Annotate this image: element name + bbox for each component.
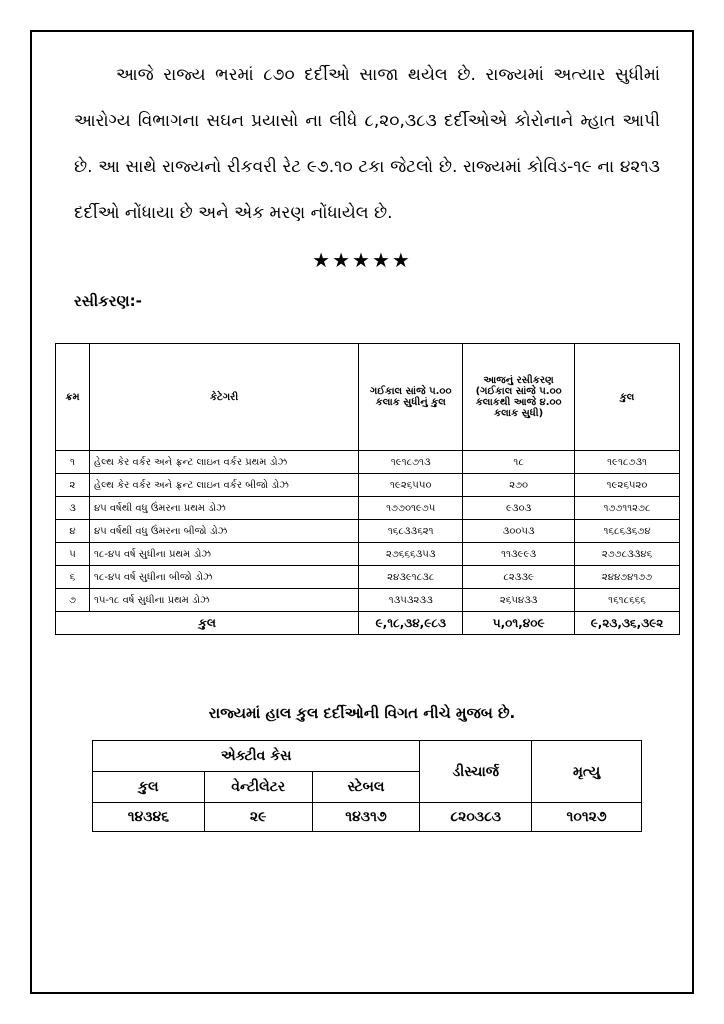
table-row: [56, 497, 680, 520]
row-sr: ૧: [56, 451, 90, 474]
row-till-yesterday: ૧૯૧૮૭૧૩: [359, 451, 463, 474]
row-category: હેલ્થ કેર વર્કર અને ફ્રન્ટ લાઇન વર્કર પ્રથમ ડોઝ: [89, 451, 358, 474]
vaccination-table: [55, 343, 680, 635]
vaccination-heading: રસીકરણ:-: [74, 292, 142, 310]
header-discharge: ડીસ્ચાર્જ: [420, 741, 532, 803]
total-total: ૯,૨૩,૩૬,૩૯૨: [575, 612, 680, 635]
row-sr: ૬: [56, 566, 90, 589]
row-total: ૧૯૧૮૭૩૧: [575, 451, 680, 474]
row-today: ૩૦૦૫૩: [463, 520, 575, 543]
row-category: હેલ્થ કેર વર્કર અને ફ્રન્ટ લાઇન વર્કર બીજો ડોઝ: [89, 474, 358, 497]
row-sr: ૫: [56, 543, 90, 566]
header-death: મૃત્યુ: [532, 741, 642, 803]
row-total: ૧૭૭૧૧૨૭૮: [575, 497, 680, 520]
header-stable: સ્ટેબલ: [312, 772, 420, 803]
row-today: ૧૧૩૯૯૩: [463, 543, 575, 566]
row-total: ૧૬૧૮૬૬૬: [575, 589, 680, 612]
row-till-yesterday: ૧૬૮૩૩૬૨૧: [359, 520, 463, 543]
row-sr: ૩: [56, 497, 90, 520]
row-category: ૪૫ વર્ષથી વધુ ઉંમરના પ્રથમ ડોઝ: [89, 497, 358, 520]
value-death: ૧૦૧૨૭: [532, 803, 642, 832]
row-total: ૨૪૪૭૪૧૭૭: [575, 566, 680, 589]
header-sr: ક્રમ: [56, 344, 90, 451]
row-category: ૧૮-૪૫ વર્ષ સુધીના બીજો ડોઝ: [89, 566, 358, 589]
table-row: [56, 474, 680, 497]
value-ventilator: ૨૯: [204, 803, 312, 832]
row-till-yesterday: ૨૭૬૬૬૩૫૩: [359, 543, 463, 566]
value-discharge: ૮૨૦૩૮૩: [420, 803, 532, 832]
row-today: ૨૬૫૪૩૩: [463, 589, 575, 612]
row-till-yesterday: ૨૪૩૯૧૮૩૮: [359, 566, 463, 589]
row-till-yesterday: ૧૩૫૩૨૩૩: [359, 589, 463, 612]
row-total: ૨૭૭૮૩૩૪૬: [575, 543, 680, 566]
header-total: કુલ: [575, 344, 680, 451]
row-total: ૧૬૮૬૩૬૭૪: [575, 520, 680, 543]
header-active-cases: એક્ટીવ કેસ: [93, 741, 420, 772]
cases-table: [92, 740, 642, 832]
row-today: ૨૭૦: [463, 474, 575, 497]
value-active-total: ૧૪૩૪૬: [93, 803, 205, 832]
row-till-yesterday: ૧૯૨૬૫૫૦: [359, 474, 463, 497]
table-row: [56, 451, 680, 474]
row-today: ૮૨૩૩૯: [463, 566, 575, 589]
table-row: [56, 566, 680, 589]
cases-values-row: [93, 803, 642, 832]
table-row: [56, 589, 680, 612]
row-category: ૧૮-૪૫ વર્ષ સુધીના પ્રથમ ડોઝ: [89, 543, 358, 566]
table-row: [56, 520, 680, 543]
header-active-total: કુલ: [93, 772, 205, 803]
cases-title: રાજ્યમાં હાલ કુલ દર્દીઓની વિગત નીચે મુજબ છે.: [208, 704, 516, 722]
vaccination-header-row: [56, 344, 680, 451]
row-category: ૪૫ વર્ષથી વધુ ઉંમરના બીજો ડોઝ: [89, 520, 358, 543]
row-sr: ૪: [56, 520, 90, 543]
separator-stars: ★★★★★: [312, 248, 412, 272]
row-category: ૧૫-૧૮ વર્ષ સુધીના પ્રથમ ડોઝ: [89, 589, 358, 612]
row-sr: ૭: [56, 589, 90, 612]
vaccination-total-row: [56, 612, 680, 635]
cases-header-row: [93, 741, 642, 772]
total-till-yesterday: ૯,૧૮,૩૪,૯૮૩: [359, 612, 463, 635]
header-today: આજનું રસીકરણ (ગઈકાલ સાંજે ૫.૦૦ કલાકથી આજે ૪.૦૦ કલાક સુધી): [463, 344, 575, 451]
summary-paragraph: આજે રાજ્ય ભરમાં ૮૭૦ દર્દીઓ સાજા થયેલ છે. રાજ્યમાં અત્યાર સુધીમાં આરોગ્ય વિભાગના સઘન પ્રયાસો ના લીધે ૮,૨૦,૩૮૩ દર્દીઓએ કોરોનાને મ્હાત આપી છે. આ સાથે રાજ્યનો રીકવરી રેટ ૯૭.૧૦ ટકા જેટલો છે. રાજ્યમાં કોવિડ-૧૯ ના ૪૨૧૩ દર્દીઓ નોંધાયા છે અને એક મરણ નોંધાયેલ છે.: [74, 65, 660, 223]
header-category: કેટેગરી: [89, 344, 358, 451]
row-today: ૧૮: [463, 451, 575, 474]
header-till-yesterday: ગઈકાલ સાંજે ૫.૦૦ કલાક સુધીનું કુલ: [359, 344, 463, 451]
value-stable: ૧૪૩૧૭: [312, 803, 420, 832]
total-today: ૫,૦૧,૪૦૯: [463, 612, 575, 635]
total-label: કુલ: [56, 612, 359, 635]
row-till-yesterday: ૧૭૭૦૧૯૭૫: [359, 497, 463, 520]
row-today: ૯૩૦૩: [463, 497, 575, 520]
row-total: ૧૯૨૬૫૨૦: [575, 474, 680, 497]
header-ventilator: વેન્ટીલેટર: [204, 772, 312, 803]
row-sr: ૨: [56, 474, 90, 497]
table-row: [56, 543, 680, 566]
